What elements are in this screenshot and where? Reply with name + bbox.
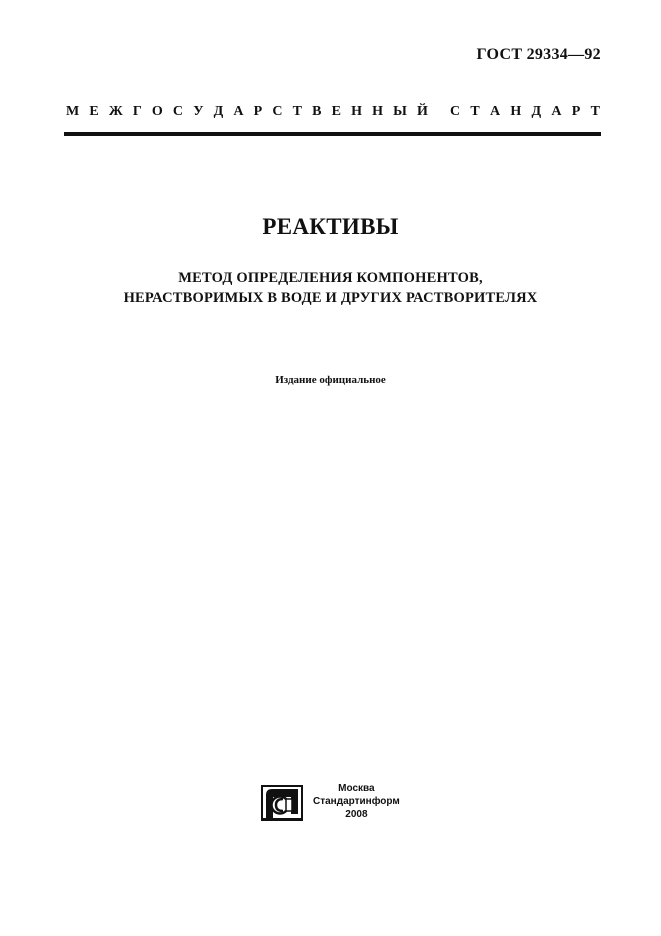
- edition-note: Издание официальное: [275, 374, 386, 386]
- subtitle-line-2: НЕРАСТВОРИМЫХ В ВОДЕ И ДРУГИХ РАСТВОРИТЕЛЯХ: [123, 290, 538, 306]
- standard-type-word2: [450, 104, 600, 120]
- spaced-letter: А: [551, 104, 562, 119]
- spaced-letter: Д: [531, 104, 542, 119]
- spaced-letter: С: [272, 104, 283, 119]
- imprint-text: [313, 782, 400, 821]
- spaced-letter: О: [151, 104, 163, 119]
- spaced-letter: Д: [213, 104, 224, 119]
- spaced-letter: С: [450, 104, 461, 119]
- spaced-letter: А: [489, 104, 501, 119]
- document-subtitle: [0, 268, 661, 308]
- spaced-letter: Н: [372, 104, 383, 119]
- document-title: РЕАКТИВЫ: [262, 214, 399, 239]
- spaced-letter: Н: [510, 104, 522, 119]
- spaced-letter: Ж: [108, 104, 123, 119]
- spaced-letter: Р: [253, 104, 263, 119]
- spaced-letter: Й: [417, 104, 428, 119]
- publisher-name: Стандартинформ: [313, 796, 400, 807]
- spaced-letter: А: [233, 104, 244, 119]
- publication-year: 2008: [345, 809, 368, 820]
- spaced-letter: Н: [351, 104, 362, 119]
- spaced-letter: Е: [89, 104, 99, 119]
- publisher-imprint: [261, 782, 400, 821]
- spaced-letter: М: [66, 104, 80, 119]
- standartinform-logo-icon: [261, 783, 303, 821]
- spaced-letter: Р: [571, 104, 581, 119]
- document-number: ГОСТ 29334—92: [476, 46, 601, 63]
- standard-type-word1: [66, 104, 428, 120]
- spaced-letter: Е: [331, 104, 341, 119]
- spaced-letter: Г: [132, 104, 142, 119]
- subtitle-line-1: МЕТОД ОПРЕДЕЛЕНИЯ КОМПОНЕНТОВ,: [178, 270, 483, 286]
- spaced-letter: В: [312, 104, 322, 119]
- header-rule: [64, 132, 601, 136]
- spaced-letter: С: [172, 104, 184, 119]
- spaced-letter: Т: [590, 104, 600, 119]
- spaced-letter: Т: [292, 104, 302, 119]
- spaced-letter: У: [193, 104, 204, 119]
- publisher-city: Москва: [338, 783, 375, 794]
- spaced-letter: Ы: [393, 104, 407, 119]
- standard-type-label: [66, 104, 600, 120]
- spaced-letter: Т: [470, 104, 480, 119]
